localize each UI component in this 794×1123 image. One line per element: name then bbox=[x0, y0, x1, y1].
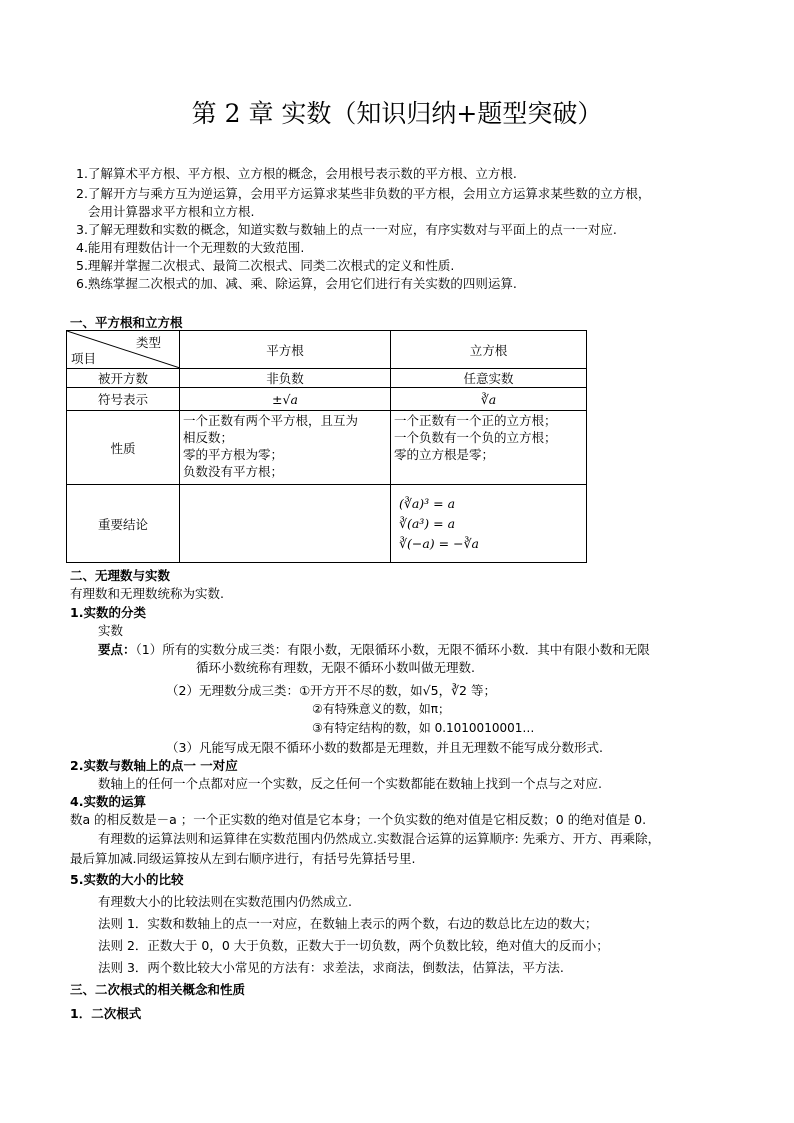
property-cube-line: 一个负数有一个负的立方根； bbox=[394, 430, 557, 445]
section2-intro: 有理数和无理数统称为实数. bbox=[70, 586, 224, 601]
real-number-label: 实数 bbox=[98, 623, 124, 638]
roots-table bbox=[66, 330, 587, 563]
conclusion-formula: (∛a)³ = a bbox=[399, 496, 456, 511]
property-square-line: 零的平方根为零； bbox=[183, 447, 284, 462]
cell-radicand-cube: 任意实数 bbox=[391, 369, 587, 388]
key-point-2c: ③有特定结构的数，如 0.1010010001… bbox=[312, 721, 535, 735]
section-heading-1: 一、平方根和立方根 bbox=[70, 315, 183, 330]
property-cube-line: 零的立方根是零； bbox=[394, 447, 495, 462]
key-point-2b: ②有特殊意义的数，如π； bbox=[312, 702, 450, 716]
objective-5: 5.理解并掌握二次根式、最简二次根式、同类二次根式的定义和性质. bbox=[76, 258, 455, 273]
key-point-1b: 循环小数统称有理数，无限不循环小数叫做无理数. bbox=[196, 660, 475, 675]
row-label-property: 性质 bbox=[67, 411, 180, 485]
comparison-rule-3: 法则 3．两个数比较大小常见的方法有：求差法，求商法，倒数法，估算法，平方法. bbox=[98, 960, 564, 975]
key-points-label: 要点： bbox=[98, 642, 136, 657]
operations-line-3: 最后算加减.同级运算按从左到右顺序进行，有括号先算括号里. bbox=[70, 851, 416, 866]
comparison-rule-1: 法则 1．实数和数轴上的点一一对应，在数轴上表示的两个数，右边的数总比左边的数大； bbox=[98, 916, 598, 931]
cell-symbol-cube: ∛a bbox=[391, 388, 587, 411]
objective-2-cont: 会用计算器求平方根和立方根. bbox=[88, 204, 255, 219]
subheading-number-line: 2.实数与数轴上的点一 一对应 bbox=[70, 758, 238, 773]
key-points bbox=[98, 640, 650, 658]
property-square-line: 负数没有平方根； bbox=[183, 464, 284, 479]
key-point-1a: （1）所有的实数分成三类：有限小数，无限循环小数，无限不循环小数．其中有限小数和无限 bbox=[135, 642, 650, 657]
key-point-3: （3）凡能写成无限不循环小数的数都是无理数，并且无理数不能写成分数形式. bbox=[166, 740, 603, 755]
subheading-classification: 1.实数的分类 bbox=[70, 605, 146, 620]
objective-1: 1.了解算术平方根、平方根、立方根的概念，会用根号表示数的平方根、立方根. bbox=[76, 166, 517, 181]
cell-symbol-square: ±√a bbox=[180, 388, 391, 411]
comparison-intro: 有理数大小的比较法则在实数范围内仍然成立. bbox=[98, 894, 352, 909]
row-label-radicand: 被开方数 bbox=[67, 369, 180, 388]
key-point-2: （2）无理数分成三类：①开方开不尽的数，如√5，∛2 等； bbox=[166, 683, 496, 698]
operations-line-2: 有理数的运算法则和运算律在实数范围内仍然成立.实数混合运算的运算顺序: 先乘方、开方、再乘除， bbox=[98, 831, 661, 846]
cell-radicand-square: 非负数 bbox=[180, 369, 391, 388]
row-label-symbol: 符号表示 bbox=[67, 388, 180, 411]
property-square-line: 一个正数有两个平方根，且互为 bbox=[183, 413, 359, 428]
objective-2: 2.了解开方与乘方互为逆运算，会用平方运算求某些非负数的平方根，会用立方运算求某些数的立方根， bbox=[76, 186, 651, 201]
corner-type-label: 类型 bbox=[135, 335, 161, 350]
table-corner-cell bbox=[67, 331, 180, 369]
cell-property-cube bbox=[391, 411, 587, 485]
property-square-line: 相反数； bbox=[183, 430, 234, 445]
col-header-cube-root: 立方根 bbox=[391, 331, 587, 369]
subheading-operations: 4.实数的运算 bbox=[70, 794, 146, 809]
conclusion-formula: ∛(a³) = a bbox=[399, 516, 456, 531]
property-cube-line: 一个正数有一个正的立方根； bbox=[394, 413, 557, 428]
subheading-comparison: 5.实数的大小的比较 bbox=[70, 872, 184, 887]
row-label-conclusion: 重要结论 bbox=[67, 485, 180, 563]
cell-property-square bbox=[180, 411, 391, 485]
subheading-quadratic-radical: 1．二次根式 bbox=[70, 1006, 142, 1021]
cell-conclusion-cube bbox=[391, 485, 587, 563]
objective-6: 6.熟练掌握二次根式的加、减、乘、除运算，会用它们进行有关实数的四则运算. bbox=[76, 276, 517, 291]
objective-4: 4.能用有理数估计一个无理数的大致范围. bbox=[76, 240, 305, 255]
col-header-square-root: 平方根 bbox=[180, 331, 391, 369]
section-heading-2: 二、无理数与实数 bbox=[70, 568, 171, 583]
cell-conclusion-square bbox=[180, 485, 391, 563]
section-heading-3: 三、二次根式的相关概念和性质 bbox=[70, 982, 246, 997]
operations-line-1: 数a 的相反数是－a ；一个正实数的绝对值是它本身；一个负实数的绝对值是它相反数；0 的绝对值是 0. bbox=[70, 812, 647, 827]
objective-3: 3.了解无理数和实数的概念，知道实数与数轴上的点一一对应，有序实数对与平面上的点一一对应. bbox=[76, 222, 617, 237]
comparison-rule-2: 法则 2．正数大于 0，0 大于负数，正数大于一切负数，两个负数比较，绝对值大的反而小； bbox=[98, 938, 609, 953]
conclusion-formula: ∛(−a) = −∛a bbox=[399, 536, 479, 551]
page-title: 第 2 章 实数（知识归纳+题型突破） bbox=[191, 99, 603, 128]
corner-item-label: 项目 bbox=[71, 351, 97, 366]
number-line-text: 数轴上的任何一个点都对应一个实数，反之任何一个实数都能在数轴上找到一个点与之对应. bbox=[98, 776, 602, 791]
